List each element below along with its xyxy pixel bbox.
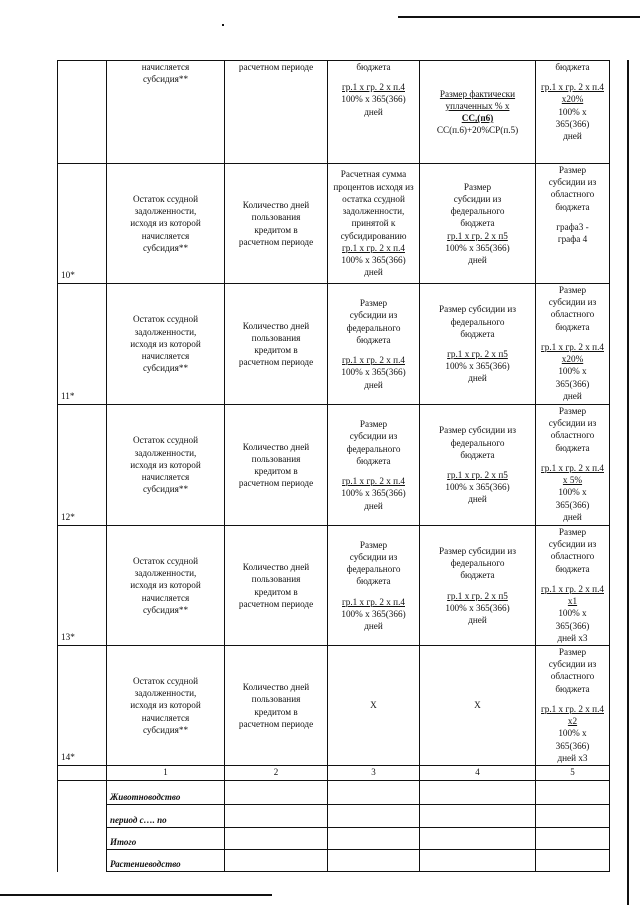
cell-line: пользования	[251, 212, 301, 223]
cell-line: расчетном периоде	[238, 357, 314, 368]
cell-line: 365(366)	[555, 499, 590, 510]
row-number: 14*	[58, 646, 107, 766]
cell-line: начисляется	[141, 712, 190, 723]
cell-line: 100% х 365(366)	[445, 242, 510, 253]
federal-interest-cell	[328, 61, 420, 164]
summary-value	[420, 850, 536, 872]
cell-line: задолженности,	[134, 206, 197, 217]
cell-line: Размер	[359, 419, 388, 430]
summary-label: Животноводство	[107, 781, 225, 805]
cell-line: исходя из которой	[130, 580, 201, 591]
cell-line: гр.1 х гр. 2 х п.4	[342, 596, 405, 607]
cell-line: субсидии из	[548, 418, 597, 429]
table-row	[58, 61, 610, 164]
cell-line: Размер фактически уплаченных % х	[439, 88, 516, 111]
federal-interest-cell	[328, 164, 420, 284]
cell-line: Размер	[359, 539, 388, 550]
cell-line: дней	[364, 267, 383, 278]
summary-row	[58, 828, 610, 850]
cell-line: Х	[474, 700, 481, 711]
cell-line	[538, 695, 607, 703]
regional-subsidy-cell	[536, 646, 610, 766]
remaining-loan-cell	[107, 526, 225, 646]
row-number: 11*	[58, 284, 107, 405]
remaining-loan-cell	[107, 405, 225, 526]
cell-line: Размер субсидии из	[439, 545, 516, 556]
summary-label: период с…. по	[107, 805, 225, 828]
cell-line: федерального	[346, 443, 401, 454]
table-row	[58, 405, 610, 526]
cell-line: бюджета	[460, 570, 495, 581]
cell-line: начисляется	[141, 472, 190, 483]
loan-days-cell	[225, 164, 328, 284]
cell-line	[538, 575, 607, 583]
cell-line: 100% х 365(366)	[341, 367, 406, 378]
cell-line: пользования	[251, 453, 301, 464]
cell-line: субсидии из	[349, 431, 398, 442]
column-number-row	[58, 766, 610, 781]
cell-line: субсидии из	[453, 193, 502, 204]
cell-line: задолженности,	[134, 568, 197, 579]
cell-line: кредитом в	[254, 706, 298, 717]
cell-line: дней	[563, 131, 582, 142]
cell-line: пользования	[251, 332, 301, 343]
loan-days-cell	[225, 284, 328, 405]
cell-line: субсидия**	[142, 363, 189, 374]
cell-line: Остаток ссудной	[132, 675, 199, 686]
cell-line: гр.1 х гр. 2 х п5	[447, 590, 508, 601]
summary-value	[536, 828, 610, 850]
cell-line: гр.1 х гр. 2 х п.4 х1	[541, 583, 604, 607]
loan-days-cell	[225, 61, 328, 164]
cell-line: дней х3	[557, 632, 588, 643]
cell-line	[538, 73, 607, 81]
cell-line: расчетном периоде	[238, 62, 314, 72]
regional-subsidy-cell	[536, 284, 610, 405]
column-number: 4	[420, 766, 536, 781]
cell-line: Размер субсидии из	[439, 425, 516, 436]
cell-line: начисляется	[141, 351, 190, 362]
cell-line	[538, 454, 607, 462]
cell-line: гр.1 х гр. 2 х п.4 х2	[541, 703, 604, 727]
cell-line: Количество дней	[242, 562, 310, 573]
summary-value	[225, 805, 328, 828]
summary-label: Итого	[107, 828, 225, 850]
cell-line	[330, 588, 417, 596]
cell-line: областного	[550, 189, 595, 200]
column-number: 1	[107, 766, 225, 781]
cell-line: субсидии из	[548, 539, 597, 550]
cell-line: исходя из которой	[130, 338, 201, 349]
row-number: 10*	[58, 164, 107, 284]
cell-line: Остаток ссудной	[132, 555, 199, 566]
regional-subsidy-cell	[536, 526, 610, 646]
remaining-loan-cell	[107, 61, 225, 164]
cell-line: 100% х	[558, 487, 587, 498]
cell-line: гр.1 х гр. 2 х п5	[447, 230, 508, 241]
cell-line: бюджета	[460, 449, 495, 460]
cell-line: начисляется	[141, 230, 190, 241]
cell-line: субсидия**	[142, 74, 189, 85]
summary-row	[58, 850, 610, 872]
summary-value	[536, 850, 610, 872]
cell-line: бюджета	[356, 455, 391, 466]
cell-line: 100% х 365(366)	[445, 602, 510, 613]
federal-subsidy-cell	[420, 164, 536, 284]
cell-line: 100% х	[558, 366, 587, 377]
cell-line	[422, 340, 533, 348]
cell-line: 100% х 365(366)	[341, 488, 406, 499]
summary-value	[328, 850, 420, 872]
scan-speck	[222, 24, 224, 26]
cell-line: графа 4	[557, 234, 588, 245]
cell-line: Количество дней	[242, 200, 310, 211]
cell-line: СС,(п6)	[461, 113, 494, 123]
federal-subsidy-cell	[420, 646, 536, 766]
cell-line: исходя из которой	[130, 700, 201, 711]
cell-line: бюджета	[460, 328, 495, 339]
cell-line: дней	[468, 373, 487, 384]
summary-blank	[58, 805, 107, 828]
column-number: 2	[225, 766, 328, 781]
cell-line: дней	[563, 390, 582, 401]
cell-line: Размер	[558, 285, 587, 295]
cell-line: 365(366)	[555, 118, 590, 129]
cell-line: исходя из которой	[130, 459, 201, 470]
cell-line: дней	[563, 511, 582, 522]
remaining-loan-cell	[107, 646, 225, 766]
cell-line: областного	[550, 430, 595, 441]
cell-line: бюджета	[555, 442, 590, 453]
cell-line: СС(п.6)+20%СР(п.5)	[436, 125, 519, 136]
cell-line: пользования	[251, 574, 301, 585]
cell-line: бюджета	[555, 201, 590, 212]
summary-blank	[58, 850, 107, 872]
cell-line: 100% х 365(366)	[341, 94, 406, 105]
cell-line: графа3 -	[556, 221, 589, 232]
loan-days-cell	[225, 526, 328, 646]
cell-line: Остаток ссудной	[132, 193, 199, 204]
cell-line: 100% х	[558, 608, 587, 619]
cell-line: бюджета	[555, 62, 590, 72]
cell-line	[330, 73, 417, 81]
cell-line: бюджета	[356, 334, 391, 345]
cell-line: субсидии из	[548, 297, 597, 308]
federal-subsidy-cell	[420, 405, 536, 526]
cell-line: гр.1 х гр. 2 х п.4 х 5%	[541, 462, 604, 486]
summary-value	[225, 781, 328, 805]
cell-line: дней	[364, 379, 383, 390]
cell-line: дней	[364, 106, 383, 117]
cell-line: субсидии из	[349, 310, 398, 321]
table-row	[58, 164, 610, 284]
cell-line: федерального	[346, 322, 401, 333]
bottom-rule	[0, 894, 272, 896]
cell-line: Количество дней	[242, 682, 310, 693]
cell-line: Размер	[359, 298, 388, 309]
row-number: 12*	[58, 405, 107, 526]
cell-line: 100% х	[558, 106, 587, 117]
federal-subsidy-cell	[420, 61, 536, 164]
federal-interest-cell	[328, 405, 420, 526]
federal-subsidy-cell	[420, 284, 536, 405]
cell-line: Размер	[558, 165, 587, 175]
cell-line: кредитом в	[254, 586, 298, 597]
summary-value	[420, 781, 536, 805]
cell-line: Х	[370, 700, 377, 711]
cell-line: субсидия**	[142, 604, 189, 615]
cell-line: гр.1 х гр. 2 х п.4 х20%	[541, 82, 604, 105]
summary-row	[58, 781, 610, 805]
cell-line: расчетном периоде	[238, 236, 314, 247]
remaining-loan-cell	[107, 164, 225, 284]
cell-line: 365(366)	[555, 378, 590, 389]
summary-value	[536, 805, 610, 828]
cell-line: 100% х 365(366)	[445, 482, 510, 493]
cell-line: гр.1 х гр. 2 х п.4	[342, 242, 405, 253]
summary-value	[225, 828, 328, 850]
regional-subsidy-cell	[536, 61, 610, 164]
cell-line: Остаток ссудной	[132, 314, 199, 325]
cell-line: областного	[550, 671, 595, 682]
cell-line: кредитом в	[254, 345, 298, 355]
cell-line: расчетном периоде	[238, 478, 314, 489]
summary-value	[420, 805, 536, 828]
cell-line: бюджета	[555, 683, 590, 694]
cell-line: дней	[468, 614, 487, 625]
remaining-loan-cell	[107, 284, 225, 405]
cell-line	[330, 346, 417, 354]
top-rule	[398, 16, 640, 18]
cell-line: федерального	[450, 316, 505, 327]
cell-line: субсидии из	[349, 551, 398, 562]
cell-line: гр.1 х гр. 2 х п.4 х20%	[541, 341, 604, 365]
regional-subsidy-cell	[536, 164, 610, 284]
row-number: 13*	[58, 526, 107, 646]
cell-line: начисляется	[141, 62, 190, 72]
cell-line: областного	[550, 551, 595, 562]
cell-line: 365(366)	[555, 740, 590, 751]
row-number	[58, 61, 107, 164]
cell-line: Размер субсидии из	[439, 304, 516, 315]
cell-line: 100% х 365(366)	[445, 361, 510, 372]
regional-subsidy-cell	[536, 405, 610, 526]
cell-line: дней	[364, 500, 383, 511]
summary-label: Растениеводство	[107, 850, 225, 872]
cell-line: 100% х 365(366)	[341, 608, 406, 619]
cell-line: Размер	[463, 181, 492, 192]
cell-line: исходя из которой	[130, 218, 201, 229]
table-row	[58, 646, 610, 766]
cell-line: Количество дней	[242, 441, 310, 452]
cell-line: федерального	[450, 558, 505, 569]
cell-line: Размер	[558, 527, 587, 537]
summary-value	[536, 781, 610, 805]
cell-line	[538, 333, 607, 341]
cell-line: областного	[550, 309, 595, 320]
column-number: 3	[328, 766, 420, 781]
cell-line: гр.1 х гр. 2 х п.4	[342, 476, 405, 487]
cell-line: Количество дней	[242, 320, 310, 331]
cell-line	[330, 467, 417, 475]
loan-days-cell	[225, 405, 328, 526]
num-cell-blank	[58, 766, 107, 781]
summary-value	[328, 781, 420, 805]
cell-line: субсидия**	[142, 242, 189, 253]
subsidy-calculation-table	[57, 60, 610, 872]
summary-row	[58, 805, 610, 828]
cell-line: гр.1 х гр. 2 х п.4	[342, 82, 405, 93]
cell-line: задолженности,	[134, 447, 197, 458]
federal-interest-cell	[328, 284, 420, 405]
summary-value	[225, 850, 328, 872]
cell-line: 100% х	[558, 728, 587, 739]
cell-line: субсидии из	[548, 177, 597, 188]
cell-line: 365(366)	[555, 620, 590, 631]
cell-line: кредитом в	[254, 224, 298, 235]
right-edge-rule	[627, 60, 629, 905]
federal-interest-cell	[328, 646, 420, 766]
summary-blank	[58, 828, 107, 850]
cell-line: дней	[468, 255, 487, 266]
cell-line: расчетном периоде	[238, 718, 314, 729]
summary-value	[420, 828, 536, 850]
cell-line: субсидии из	[548, 659, 597, 670]
cell-line: бюджета	[555, 321, 590, 332]
cell-line: 100% х 365(366)	[341, 255, 406, 266]
cell-line: дней	[468, 494, 487, 505]
cell-line: начисляется	[141, 592, 190, 603]
cell-line: Размер	[558, 406, 587, 416]
cell-line: дней х3	[557, 752, 588, 763]
summary-value	[328, 828, 420, 850]
cell-line: Остаток ссудной	[132, 435, 199, 446]
cell-line: Расчетная сумма процентов исходя из остатка ссудной задолженности, принятой к субсидированию	[333, 169, 414, 241]
cell-line: субсидия**	[142, 484, 189, 495]
column-number: 5	[536, 766, 610, 781]
cell-line: расчетном периоде	[238, 598, 314, 609]
cell-line: бюджета	[356, 62, 391, 72]
federal-interest-cell	[328, 526, 420, 646]
cell-line: бюджета	[356, 576, 391, 587]
cell-line	[422, 461, 533, 469]
cell-line: дней	[364, 621, 383, 632]
cell-line: задолженности,	[134, 688, 197, 699]
cell-line: федерального	[450, 437, 505, 448]
cell-line: пользования	[251, 694, 301, 705]
federal-subsidy-cell	[420, 526, 536, 646]
cell-line: гр.1 х гр. 2 х п.4	[342, 355, 405, 366]
cell-line: бюджета	[555, 563, 590, 574]
cell-line: субсидия**	[142, 724, 189, 735]
loan-days-cell	[225, 646, 328, 766]
cell-line: Размер	[558, 647, 587, 657]
cell-line: кредитом в	[254, 466, 298, 476]
cell-line: бюджета	[460, 218, 495, 229]
cell-line	[422, 582, 533, 590]
summary-blank	[58, 781, 107, 805]
cell-line	[538, 213, 607, 221]
table-row	[58, 284, 610, 405]
cell-line: задолженности,	[134, 326, 197, 337]
summary-value	[328, 805, 420, 828]
cell-line: федерального	[346, 564, 401, 575]
cell-line: гр.1 х гр. 2 х п5	[447, 470, 508, 480]
cell-line: федерального	[450, 206, 505, 217]
table-row	[58, 526, 610, 646]
cell-line: гр.1 х гр. 2 х п5	[447, 349, 508, 359]
